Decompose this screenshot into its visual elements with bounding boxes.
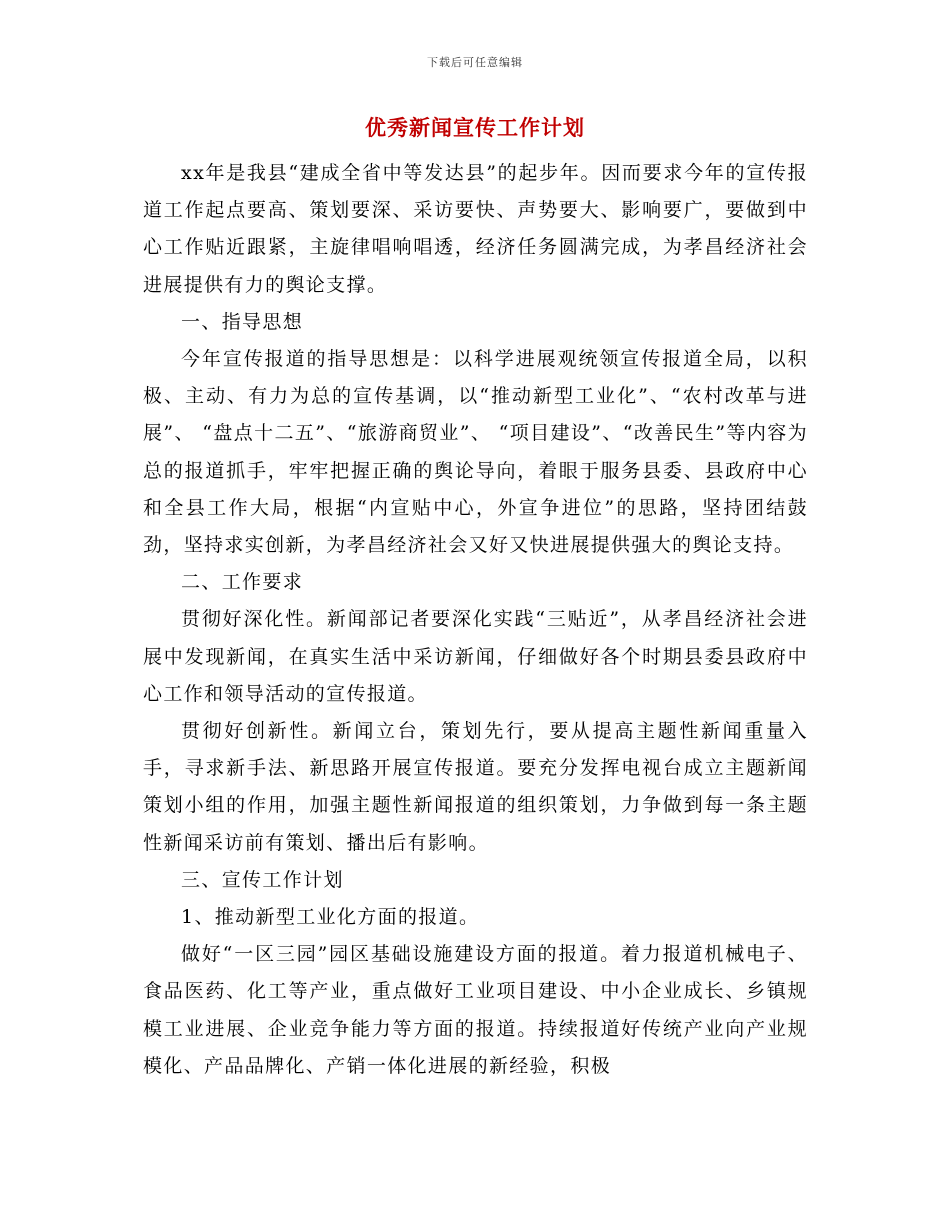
section-heading-publicity-plan: 三、宣传工作计划	[181, 868, 344, 891]
document-body	[143, 155, 808, 1085]
subsection-heading-industrialization: 1、推动新型工业化方面的报道。	[181, 906, 480, 929]
header-note: 下载后可任意编辑	[427, 56, 523, 69]
document-title: 优秀新闻宣传工作计划	[365, 115, 585, 140]
industrialization-paragraph: 做好“一区三园”园区基础设施建设方面的报道。着力报道机械电子、食品医药、化工等产业，重点做好工业项目建设、中小企业成长、乡镇规模工业进展、企业竞争能力等方面的报道。持续报道好传统产业向产业规模化、产品品牌化、产销一体化进展的新经验，积极	[143, 943, 808, 1077]
intro-paragraph: xx年是我县“建成全省中等发达县”的起步年。因而要求今年的宣传报道工作起点要高、策划要深、采访要快、声势要大、影响要广，要做到中心工作贴近跟紧，主旋律唱响唱透，经济任务圆满完成，为孝昌经济社会进展提供有力的舆论支撑。	[143, 162, 808, 296]
section-heading-guiding-thought: 一、指导思想	[181, 310, 304, 333]
section-heading-work-requirements: 二、工作要求	[181, 571, 304, 594]
guiding-thought-paragraph: 今年宣传报道的指导思想是：以科学进展观统领宣传报道全局，以积极、主动、有力为总的宣传基调，以“推动新型工业化”、“农村改革与进展”、 “盘点十二五”、“旅游商贸业”、 “项目建设”、“改善民生”等内容为总的报道抓手，牢牢把握正确的舆论导向，着眼于服务县委、县政府中心和全县工作大局，根据“内宣贴中心，外宣争进位”的思路，坚持团结鼓劲，坚持求实创新，为孝昌经济社会又好又快进展提供强大的舆论支持。	[143, 348, 808, 557]
requirement-innovation-paragraph: 贯彻好创新性。新闻立台，策划先行，要从提高主题性新闻重量入手，寻求新手法、新思路开展宣传报道。要充分发挥电视台成立主题新闻策划小组的作用，加强主题性新闻报道的组织策划，力争做到每一条主题性新闻采访前有策划、播出后有影响。	[143, 720, 808, 854]
requirement-depth-paragraph: 贯彻好深化性。新闻部记者要深化实践“三贴近”，从孝昌经济社会进展中发现新闻，在真实生活中采访新闻，仔细做好各个时期县委县政府中心工作和领导活动的宣传报道。	[143, 608, 808, 705]
